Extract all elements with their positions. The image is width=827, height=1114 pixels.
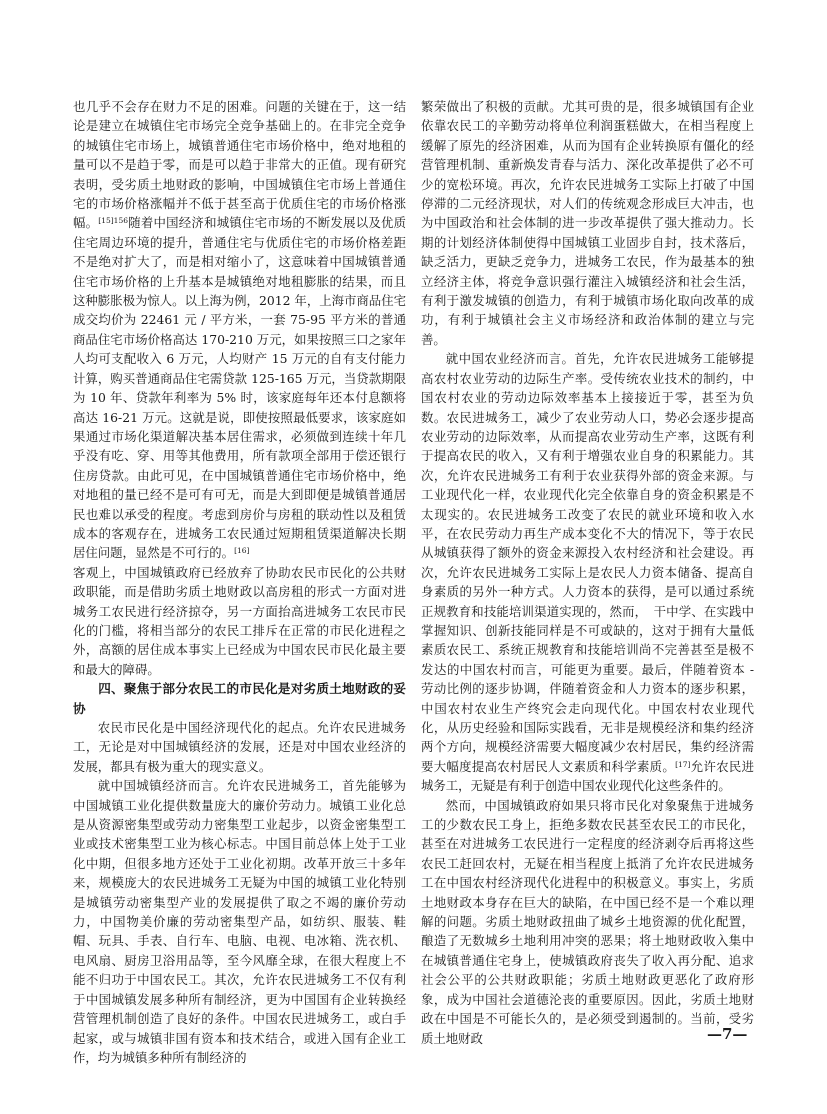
right-column <box>421 97 754 1048</box>
paragraph-text: 也几乎不会存在财力不足的困难。问题的关键在于，这一结论是建立在城镇住宅市场完全竞争基础上的。在非完全竞争的城镇住宅市场上，城镇普通住宅市场价格中，绝对地租的量可以不是趋于零，而是可以趋于非常大的正值。现有研究表明，受劣质土地财政的影响，中国城镇住宅市场上普通住宅的市场价格涨幅并不低于甚至高于优质住宅的市场价格涨幅。 <box>73 99 406 231</box>
paragraph-text: 就中国农业经济而言。首先，允许农民进城务工能够提高农村农业劳动的边际生产率。受传统农业技术的制约，中国农村农业的劳动边际效率基本上接接近于零，甚至为负数。农民进城务工，减少了农业劳动人口，势必会逐步提高农业劳动的边际效率，从而提高农业劳动生产率，这既有利于提高农民的收入，又有利于增强农业自身的积累能力。其次，允许农民进城务工有利于农业获得外部的资金来源。与工业现代化一样，农业现代化完全依靠自身的资金积累是不太现实的。农民进城务工改变了农民的就业环境和收入水平，在农民劳动力再生产成本变化不大的情况下，等于农民从城镇获得了额外的资金来源投入农村经济和社会建设。再次，允许农民进城务工实际上是农民人力资本储备、提高自身素质的另外一种方式。人力资本的获得，是可以通过系统正规教育和技能培训渠道实现的，然而， 干中学、在实践中掌握知识、创新技能同样是不可或缺的，这对于拥有大量低素质农民工、系统正规教育和技能培训尚不完善甚至是极不发达的中国农村而言，可能更为重要。最后，伴随着资本 - 劳动比例的逐步协调，伴随着资金和人力资本的逐步积累，中国农村农业生产终究会走向现代化。中国农村农业现代化，从历史经验和国际实践看，无非是规模经济和集约经济两个方向，规模经济需要大幅度减少农村居民，集约经济需要大幅度提高农村居民人文素质和科学素质。 <box>421 351 754 774</box>
citation: [16] <box>234 546 250 556</box>
paragraph-text: 然而，中国城镇政府如果只将市民化对象聚焦于进城务工的少数农民工身上，拒绝多数农民甚至农民工的市民化，甚至在对进城务工农民进行一定程度的经济剥夺后再将这些农民工赶回农村，无疑在相当程度上抵消了允许农民进城务工在中国农村经济现代化进程中的积极意义。事实上，劣质土地财政本身存在巨大的缺陷，在中国已经不是一个难以理解的问题。劣质土地财政扭曲了城乡土地资源的优化配置，酿造了无数城乡土地利用冲突的恶果；将土地财政收入集中在城镇普通住宅身上，使城镇政府丧失了收入再分配、追求社会公平的公共财政职能；劣质土地财政更恶化了政府形象，成为中国社会道德沦丧的重要原因。因此，劣质土地财政在中国是不可能长久的，是必须受到遏制的。当前，受劣质土地财政 <box>421 797 754 1046</box>
page-number: —7— <box>707 1025 748 1043</box>
paragraph-text: 客观上，中国城镇政府已经放弃了协助农民市民化的公共财政职能，而是借助劣质土地财政以高房租的形式一方面对进城务工农民进行经济掠夺，另一方面抬高进城务工农民市民化的门槛，将相当部分的农民工排斥在正常的市民化进程之外，高额的居住成本事实上已经成为中国农民市民化最主要和最大的障碍。 <box>73 564 406 677</box>
paragraph-text: 允许农民进城务工，无疑是有利于创造中国农业现代化这些条件的。 <box>421 758 755 794</box>
paragraph <box>73 563 406 679</box>
paragraph-text: 就中国城镇经济而言。允许农民进城务工，首先能够为中国城镇工业化提供数量庞大的廉价劳动力。城镇工业化总是从资源密集型或劳动力密集型工业起步，以资金密集型工业或技术密集型工业为核心标志。中国目前总体上处于工业化中期，但很多地方还处于工业化初期。改革开放三十多年来，规模庞大的农民进城务工无疑为中国的城镇工业化特别是城镇劳动密集型产业的发展提供了取之不竭的廉价劳动力，中国物美价廉的劳动密集型产品，如纺织、服装、鞋帽、玩具、手表、自行车、电脑、电视、电冰箱、洗衣机、电风扇、厨房卫浴用品等，至今风靡全球，在很大程度上不能不归功于中国农民工。其次，允许农民进城务工不仅有利于中国城镇发展多种所有制经济，更为中国国有企业转换经营管理机制创造了良好的条件。中国农民进城务工，或白手起家，或与城镇非国有资本和技术结合，或进入国有企业工作，均为城镇多种所有制经济的 <box>73 778 406 1065</box>
paragraph <box>421 349 754 795</box>
paragraph <box>421 796 754 1048</box>
citation: [15]156 <box>98 216 128 226</box>
paragraph-text: 繁荣做出了积极的贡献。尤其可贵的是，很多城镇国有企业依靠农民工的辛勤劳动将单位利润蛋糕做大，在相当程度上缓解了原先的经济困难，从而为国有企业转换原有僵化的经营管理机制、重新焕发青春与活力、深化改革提供了必不可少的宽松环境。再次，允许农民进城务工实际上打破了中国停滞的二元经济现状，对人们的传统观念形成巨大冲击，也为中国政治和社会体制的进一步改革提供了强大推动力。长期的计划经济体制使得中国城镇工业固步自封，技术落后，缺乏活力，更缺乏竞争力，进城务工农民，作为最基本的独立经济主体，将竞争意识强行灌注入城镇经济和社会生活，有利于激发城镇的创造力，有利于城镇市场化取向改革的成功，有利于城镇社会主义市场经济和政治体制的建立与完善。 <box>421 99 754 347</box>
paragraph <box>73 718 406 776</box>
paragraph <box>73 776 406 1067</box>
left-column <box>73 97 406 1067</box>
paragraph-text: 随着中国经济和城镇住宅市场的不断发展以及优质住宅周边环境的提升，普通住宅与优质住宅的市场价格差距不是绝对扩大了，而是相对缩小了，这意味着中国城镇普通住宅市场价格的上升基本是城镇绝对地租膨胀的结果，而且这种膨胀极为惊人。以上海为例，2012 年，上海市商品住宅成交均价为 22461 元 / 平方米，一套 75-95 平方米的普通商品住宅市场价格高达 170-210 万元，如果按照三口之家年人均可支配收入 6 万元，人均财产 15 万元的自有支付能力计算，购买普通商品住宅需贷款 125-165 万元，当贷款期限为 10 年、贷款年利率为 5% 时，该家庭每年还本付息额将高达 16-21 万元。这就是说，即使按照最低要求，该家庭如果通过市场化渠道解决基本居住需求，必须做到连续十年几乎没有吃、穿、用等其他费用，所有款项全部用于偿还银行住房贷款。由此可见，在中国城镇普通住宅市场价格中，绝对地租的量已经不是可有可无，而是大到即便是城镇普通居民也难以承受的程度。考虑到房价与房租的联动性以及租赁成本的客观存在，进城务工农民通过短期租赁渠道解决长期居住问题，显然是不可行的。 <box>73 215 407 561</box>
paragraph-text: 农民市民化是中国经济现代化的起点。允许农民进城务工，无论是对中国城镇经济的发展，还是对中国农业经济的发展，都具有极为重大的现实意义。 <box>73 720 406 774</box>
citation: [17] <box>675 759 691 769</box>
paragraph <box>73 97 406 563</box>
paragraph <box>421 97 754 349</box>
section-heading: 四、聚焦于部分农民工的市民化是对劣质土地财政的妥协 <box>73 681 406 716</box>
